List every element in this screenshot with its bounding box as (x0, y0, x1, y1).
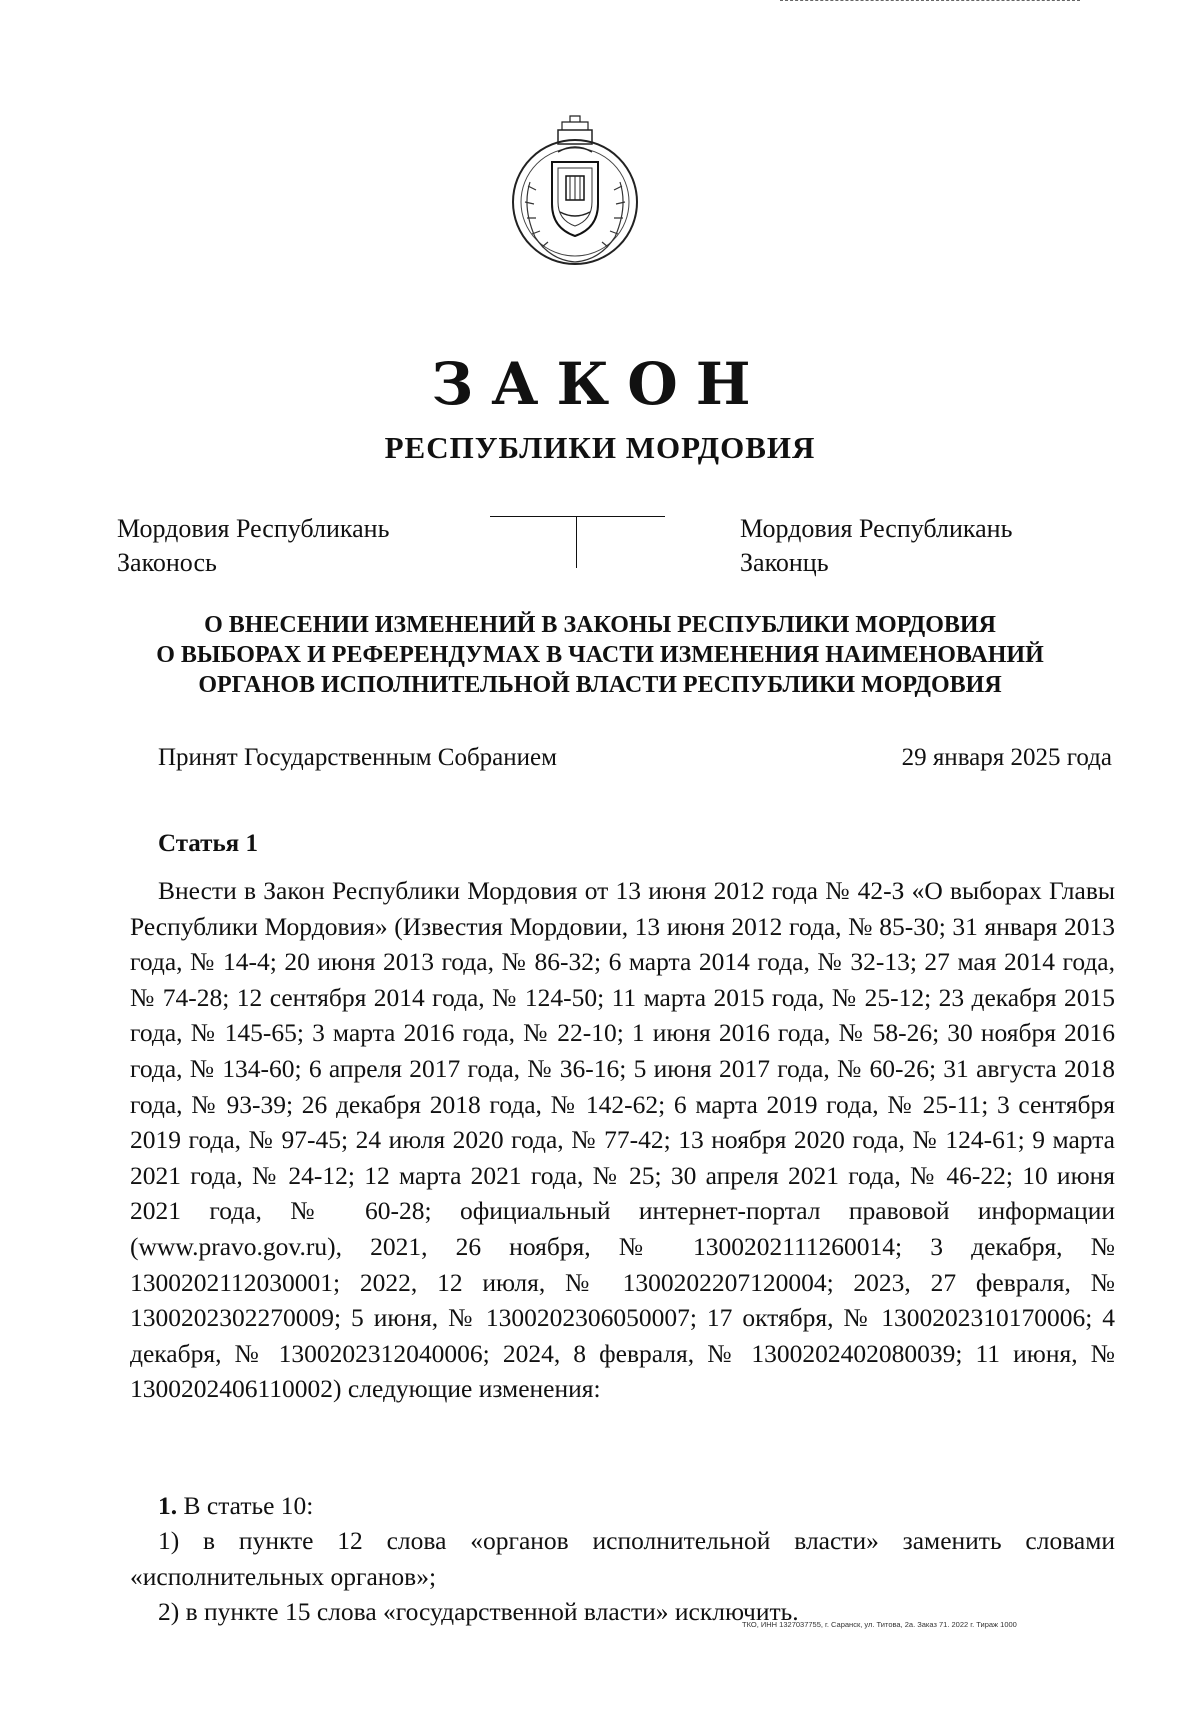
law-title (0, 610, 1200, 700)
document-title: ЗАКОН (431, 350, 769, 418)
registration-mark-vertical (576, 516, 577, 568)
law-title-line-3: ОРГАНОВ ИСПОЛНИТЕЛЬНОЙ ВЛАСТИ РЕСПУБЛИКИ МОРДОВИЯ (198, 672, 1002, 698)
language-right-line-2: Законць (740, 548, 829, 577)
article-paragraph: Внести в Закон Республики Мордовия от 13 июня 2012 года № 42-З «О выборах Главы Республики Мордовия» (Известия Мордовии, 13 июня 2012 года, № 85-30; 31 января 2013 года, № 14-4; 20 июня 2013 года, № 86-32; 6 марта 2014 года, № 32-13; 27 мая 2014 года, № 74-28; 12 сентября 2014 года, № 124-50; 11 марта 2015 года, № 25-12; 23 декабря 2015 года, № 145-65; 3 марта 2016 года, № 22-10; 1 июня 2016 года, № 58-26; 30 ноября 2016 года, № 134-60; 6 апреля 2017 года, № 36-16; 5 июня 2017 года, № 60-26; 31 августа 2018 года, № 93-39; 26 декабря 2018 года, № 142-62; 6 марта 2019 года, № 25-11; 3 сентября 2019 года, № 97-45; 24 июля 2020 года, № 77-42; 13 ноября 2020 года, № 124-61; 9 марта 2021 года, № 24-12; 12 марта 2021 года, № 25; 30 апреля 2021 года, № 46-22; 10 июня 2021 года, № 60-28; официальный интернет-портал правовой информации (www.pravo.gov.ru), 2021, 26 ноября, № 1300202111260014; 3 декабря, № 1300202112030001; 2022, 12 июля, № 1300202207120004; 2023, 27 февраля, № 1300202302270009; 5 июня, № 1300202306050007; 17 октября, № 1300202310170006; 4 декабря, № 1300202312040006; 2024, 8 февраля, № 1300202402080039; 11 июня, № 1300202406110002) следующие изменения: (130, 876, 1115, 1404)
law-title-line-2: О ВЫБОРАХ И РЕФЕРЕНДУМАХ В ЧАСТИ ИЗМЕНЕНИЯ НАИМЕНОВАНИЙ (156, 642, 1044, 668)
article-subitem-1 (130, 1523, 1115, 1594)
registration-mark-horizontal (490, 516, 665, 517)
language-right-line-1: Мордовия Республикань (740, 514, 1013, 543)
printing-imprint: ТКО, ИНН 1327037755, г. Саранск, ул. Титова, 2а. Заказ 71. 2022 г. Тираж 1000 (742, 1620, 1017, 1629)
adoption-date: 29 января 2025 года (901, 744, 1112, 771)
subitem-1-text: 1) в пункте 12 слова «органов исполнительной власти» заменить словами «исполнительных органов»; (130, 1526, 1115, 1591)
top-edge-rule (780, 0, 1080, 1)
law-title-line-1: О ВНЕСЕНИИ ИЗМЕНЕНИЙ В ЗАКОНЫ РЕСПУБЛИКИ МОРДОВИЯ (204, 612, 996, 638)
subitem-2-text: 2) в пункте 15 слова «государственной власти» исключить. (158, 1597, 799, 1626)
item-1-text: В статье 10: (183, 1491, 314, 1520)
article-item-1 (130, 1488, 1143, 1524)
coat-of-arms-emblem-icon (500, 112, 650, 272)
article-heading: Статья 1 (158, 830, 258, 857)
language-left-line-2: Законось (117, 548, 217, 577)
language-block-left (117, 512, 389, 580)
article-body (130, 873, 1115, 1407)
item-1-number: 1. (158, 1491, 178, 1520)
adoption-label: Принят Государственным Собранием (158, 744, 557, 771)
language-block-right (740, 512, 1012, 580)
language-left-line-1: Мордовия Республикань (117, 514, 390, 543)
document-subtitle: РЕСПУБЛИКИ МОРДОВИЯ (384, 430, 816, 465)
